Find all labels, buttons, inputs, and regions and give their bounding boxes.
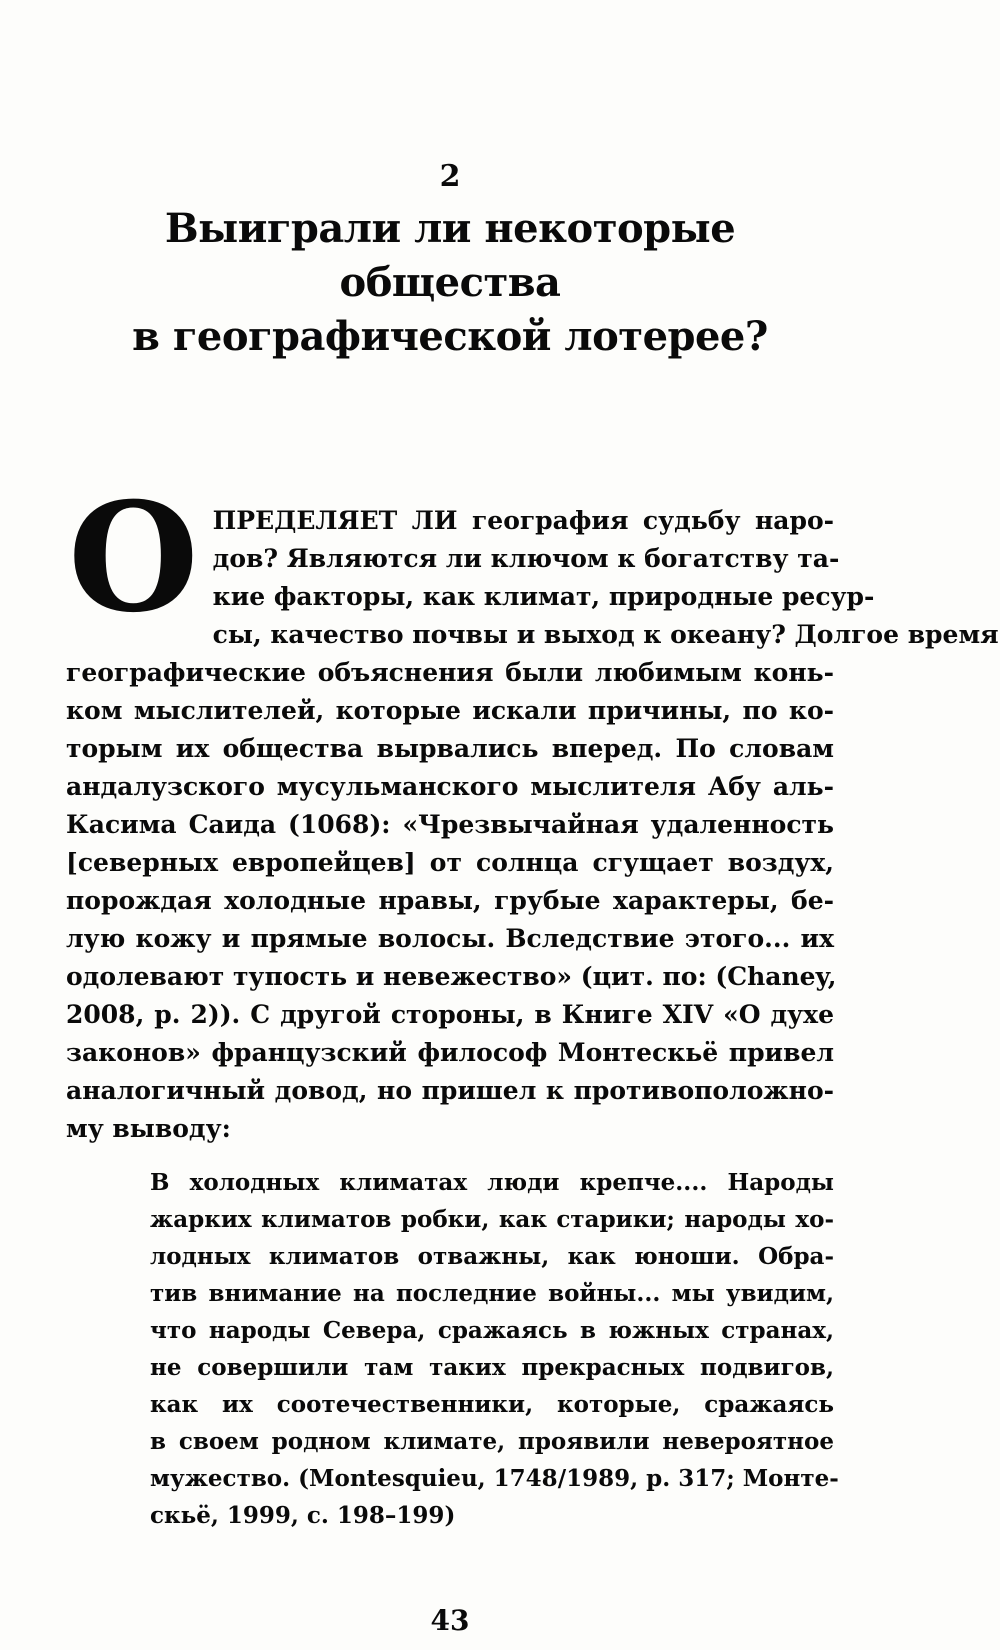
quote-line: жарких климатов робки, как старики; народы хо- <box>150 1206 834 1233</box>
paragraph-line: ком мыслителей, которые искали причины, по ко- <box>66 696 834 725</box>
quote-line: лодных климатов отважны, как юноши. Обра- <box>150 1243 834 1270</box>
page-title <box>66 202 834 364</box>
paragraph-line: одолевают тупость и невежество» (цит. по: (Chaney, <box>66 962 837 991</box>
paragraph-line: Касима Саида (1068): «Чрезвычайная удаленность <box>66 810 834 839</box>
paragraph-line: торым их общества вырвались вперед. По словам <box>66 734 834 763</box>
quote-line: не совершили там таких прекрасных подвигов, <box>150 1354 834 1381</box>
paragraph-line: лую кожу и прямые волосы. Вследствие этого... их <box>66 924 834 953</box>
quote-line: как их соотечественники, которые, сражаясь <box>150 1391 834 1418</box>
block-quote <box>66 1164 839 1534</box>
page-number: 43 <box>430 1604 470 1637</box>
paragraph-line: порождая холодные нравы, грубые характеры, бе- <box>66 886 834 915</box>
paragraph-line: [северных европейцев] от солнца сгущает воздух, <box>66 848 834 877</box>
paragraph-line: му выводу: <box>66 1114 231 1143</box>
text-block <box>66 0 999 1637</box>
page-title-line-2: в географической лотерее? <box>132 313 768 360</box>
paragraph-line: аналогичный довод, но пришел к противоположно- <box>66 1076 834 1105</box>
paragraph-line: андалузского мусульманского мыслителя Абу аль- <box>66 772 834 801</box>
page-title-line-1: Выиграли ли некоторые общества <box>164 205 736 306</box>
paragraph-line: ПРЕДЕЛЯЕТ ЛИ география судьбу наро- <box>212 506 834 535</box>
quote-line: скьё, 1999, с. 198–199) <box>150 1502 456 1529</box>
quote-line: мужество. (Montesquieu, 1748/1989, p. 317; Монте- <box>150 1465 839 1492</box>
paragraph-line: сы, качество почвы и выход к океану? Долгое время <box>212 620 999 649</box>
dropcap-letter: О <box>68 470 199 646</box>
paragraph-line: географические объяснения были любимым конь- <box>66 658 834 687</box>
quote-line: что народы Севера, сражаясь в южных странах, <box>150 1317 834 1344</box>
quote-line: тив внимание на последние войны... мы увидим, <box>150 1280 834 1307</box>
quote-line: в своем родном климате, проявили невероятное <box>150 1428 834 1455</box>
paragraph-line: законов» французский философ Монтескьё привел <box>66 1038 834 1067</box>
chapter-number: 2 <box>439 159 461 194</box>
paragraph-line: дов? Являются ли ключом к богатству та- <box>212 544 840 573</box>
paragraph-line: кие факторы, как климат, природные ресур- <box>212 582 875 611</box>
body-paragraph <box>66 470 999 1148</box>
quote-line: В холодных климатах люди крепче.... Народы <box>150 1169 834 1196</box>
paragraph-line: 2008, p. 2)). С другой стороны, в Книге XIV «О духе <box>66 1000 834 1029</box>
